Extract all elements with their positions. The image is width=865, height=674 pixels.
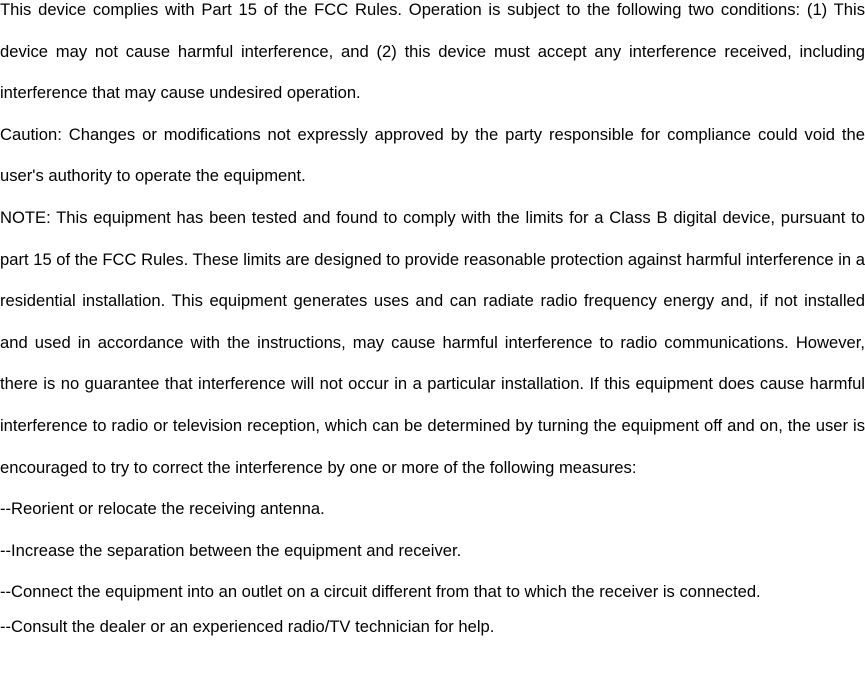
measure-item: --Increase the separation between the equipment and receiver. (0, 540, 462, 560)
measure-item: --Connect the equipment into an outlet on a circuit different from that to which the receiver is connected. (0, 582, 761, 602)
fcc-compliance-paragraph: This device complies with Part 15 of the FCC Rules. Operation is subject to the following two conditions: (1) This device may not cause harmful interference, and (2) this device must accept any interference received, including interference that may cause undesired operation. (0, 0, 865, 103)
measure-item: --Consult the dealer or an experienced radio/TV technician for help. (0, 616, 495, 636)
measure-item: --Reorient or relocate the receiving antenna. (0, 499, 325, 519)
note-paragraph: NOTE: This equipment has been tested and found to comply with the limits for a Class B digital device, pursuant to part 15 of the FCC Rules. These limits are designed to provide reasonable protection against harmful interference in a residential installation. This equipment generates uses and can radiate radio frequency energy and, if not installed and used in accordance with the instructions, may cause harmful interference to radio communications. However, there is no guarantee that interference will not occur in a particular installation. If this equipment does cause harmful interference to radio or television reception, which can be determined by turning the equipment off and on, the user is encouraged to try to correct the interference by one or more of the following measures: (0, 207, 865, 477)
caution-paragraph: Caution: Changes or modifications not expressly approved by the party responsible for compliance could void the user's authority to operate the equipment. (0, 124, 865, 186)
